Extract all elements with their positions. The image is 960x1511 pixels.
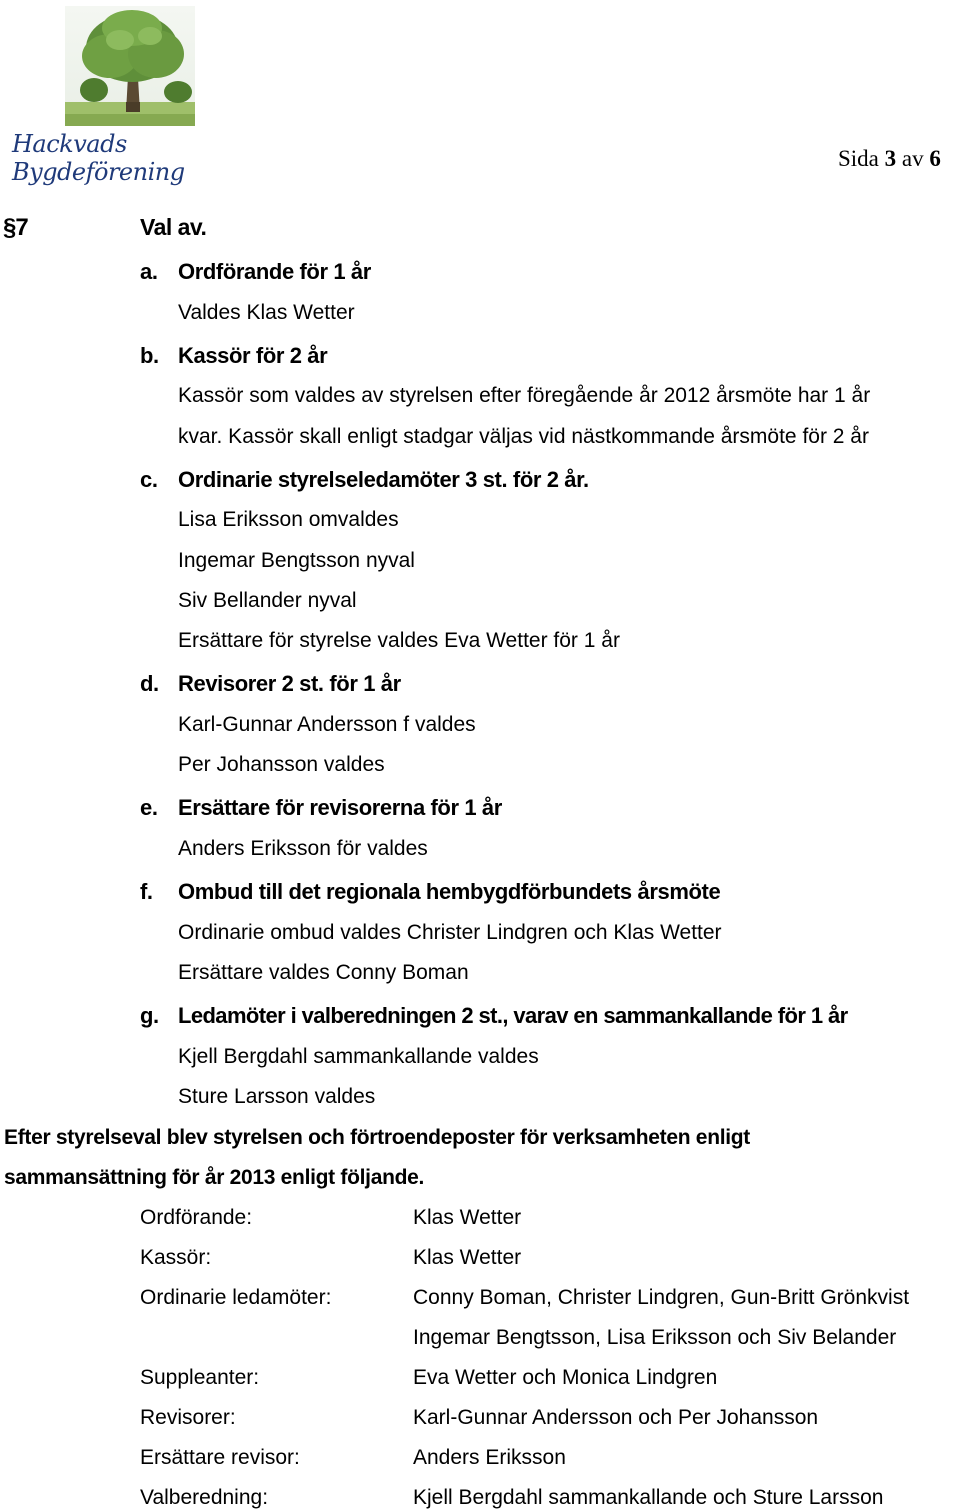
page-total: 6 bbox=[929, 146, 941, 171]
roster-label: Ordinarie ledamöter: bbox=[140, 1286, 332, 1309]
roster-value: Conny Boman, Christer Lindgren, Gun-Britt Grönkvist bbox=[413, 1286, 910, 1309]
item-f-line: Ordinarie ombud valdes Christer Lindgren och Klas Wetter bbox=[178, 921, 722, 944]
roster-label: Ersättare revisor: bbox=[140, 1446, 300, 1469]
item-c-line: Siv Bellander nyval bbox=[178, 589, 357, 612]
item-g-letter: g. bbox=[140, 1003, 159, 1028]
roster-label: Revisorer: bbox=[140, 1406, 236, 1429]
roster-value: Anders Eriksson bbox=[413, 1446, 566, 1469]
item-b-line: Kassör som valdes av styrelsen efter föregående år 2012 årsmöte har 1 år bbox=[178, 384, 871, 407]
section-number: §7 bbox=[3, 214, 28, 241]
item-d-line: Per Johansson valdes bbox=[178, 753, 385, 776]
item-c-line: Ersättare för styrelse valdes Eva Wetter för 1 år bbox=[178, 629, 620, 652]
page-of: av bbox=[901, 146, 924, 171]
item-b-title: Kassör för 2 år bbox=[178, 343, 328, 368]
roster-value: Kjell Bergdahl sammankallande och Sture Larsson bbox=[413, 1486, 884, 1509]
item-f-title: Ombud till det regionala hembygdförbundets årsmöte bbox=[178, 879, 721, 904]
section-title: Val av. bbox=[140, 214, 207, 240]
item-d-letter: d. bbox=[140, 671, 159, 696]
item-c-line: Lisa Eriksson omvaldes bbox=[178, 508, 399, 531]
item-f-line: Ersättare valdes Conny Boman bbox=[178, 961, 469, 984]
item-d-title: Revisorer 2 st. för 1 år bbox=[178, 671, 401, 696]
roster-label: Valberedning: bbox=[140, 1486, 269, 1509]
item-g-line: Sture Larsson valdes bbox=[178, 1085, 376, 1108]
roster-value: Klas Wetter bbox=[413, 1206, 522, 1229]
page-number bbox=[838, 146, 941, 172]
item-e-line: Anders Eriksson för valdes bbox=[178, 837, 428, 860]
item-a-line: Valdes Klas Wetter bbox=[178, 301, 355, 324]
roster-label: Kassör: bbox=[140, 1246, 212, 1269]
society-logo bbox=[10, 6, 245, 186]
item-b-letter: b. bbox=[140, 343, 159, 368]
item-b-line: kvar. Kassör skall enligt stadgar väljas vid nästkommande årsmöte för 2 år bbox=[178, 425, 869, 448]
item-a-letter: a. bbox=[140, 259, 158, 284]
roster-label: Ordförande: bbox=[140, 1206, 253, 1229]
roster-value: Ingemar Bengtsson, Lisa Eriksson och Siv Belander bbox=[413, 1326, 897, 1349]
page-prefix: Sida bbox=[838, 146, 879, 171]
item-c-letter: c. bbox=[140, 467, 158, 492]
summary-line: sammansättning för år 2013 enligt följande. bbox=[4, 1166, 425, 1189]
item-c-title: Ordinarie styrelseledamöter 3 st. för 2 år. bbox=[178, 467, 589, 492]
item-a-title: Ordförande för 1 år bbox=[178, 259, 371, 284]
item-g-line: Kjell Bergdahl sammankallande valdes bbox=[178, 1045, 539, 1068]
item-c-line: Ingemar Bengtsson nyval bbox=[178, 549, 415, 572]
item-f-letter: f. bbox=[140, 879, 153, 904]
summary-line: Efter styrelseval blev styrelsen och förtroendeposter för verksamheten enligt bbox=[4, 1126, 751, 1149]
item-e-letter: e. bbox=[140, 795, 158, 820]
roster-label: Suppleanter: bbox=[140, 1366, 260, 1389]
item-d-line: Karl-Gunnar Andersson f valdes bbox=[178, 713, 476, 736]
logo-wordmark: Hackvads Bygdeförening bbox=[12, 130, 185, 186]
roster-value: Klas Wetter bbox=[413, 1246, 522, 1269]
item-g-title: Ledamöter i valberedningen 2 st., varav en sammankallande för 1 år bbox=[178, 1003, 848, 1028]
item-e-title: Ersättare för revisorerna för 1 år bbox=[178, 795, 502, 820]
roster-value: Eva Wetter och Monica Lindgren bbox=[413, 1366, 718, 1389]
roster-value: Karl-Gunnar Andersson och Per Johansson bbox=[413, 1406, 819, 1429]
page-current: 3 bbox=[884, 146, 897, 171]
